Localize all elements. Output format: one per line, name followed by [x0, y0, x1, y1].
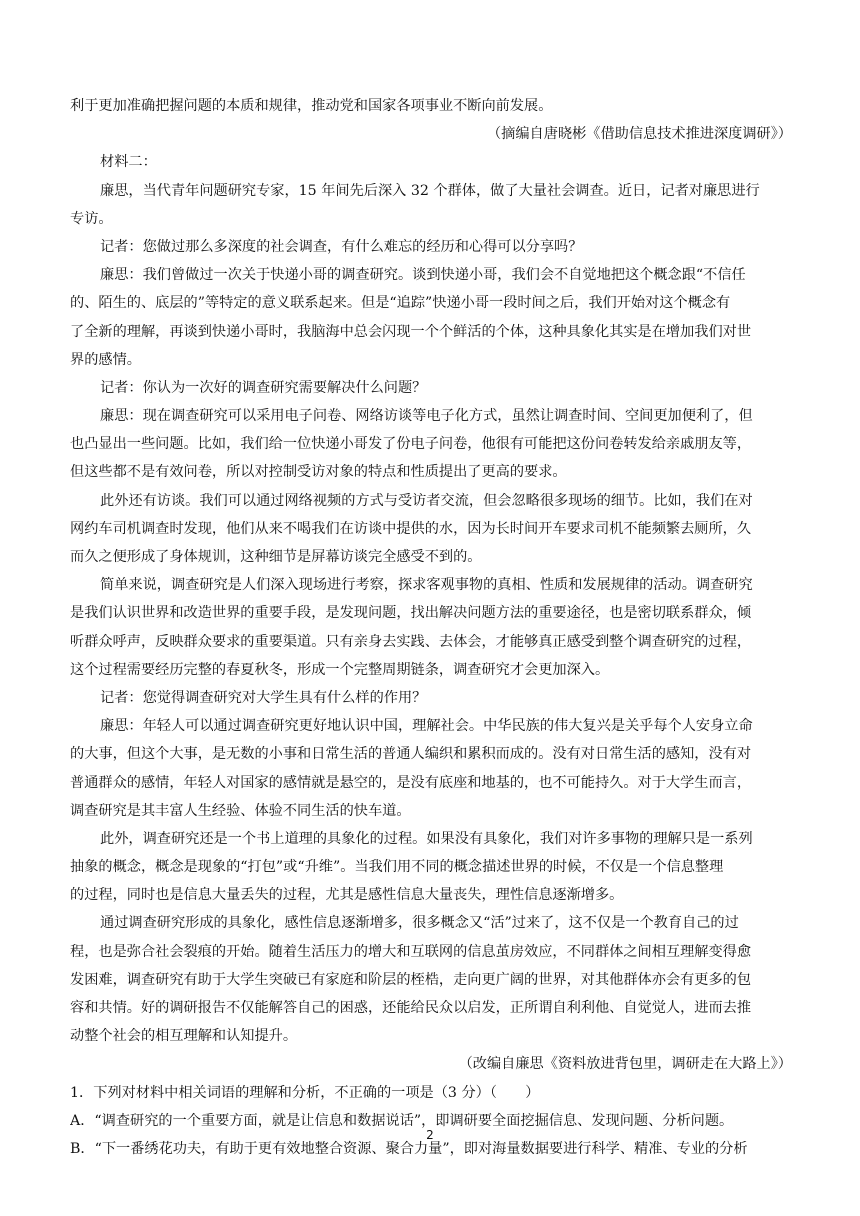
text-line: 抽象的概念，概念是现象的“打包”或“升维”。当我们用不同的概念描述世界的时候，不仅是一个信息整理 — [70, 859, 724, 876]
text-line: 材料二： — [100, 154, 157, 171]
text-line: 此外，调查研究还是一个书上道理的具象化的过程。如果没有具象化，我们对许多事物的理解只是一系列 — [100, 830, 753, 847]
text-line: 廉思，当代青年问题研究专家，15 年间先后深入 32 个群体，做了大量社会调查。近日，记者对廉思进行 — [100, 182, 760, 199]
text-line: 的、陌生的、底层的”等特定的意义联系起来。但是“追踪”快递小哥一段时间之后，我们开始对这个概念有 — [70, 295, 731, 312]
page-number: 2 — [426, 1128, 434, 1142]
text-line: 容和共情。好的调研报告不仅能解答自己的困惑，还能给民众以启发，正所谓自利利他、自觉觉人，进而去推 — [70, 1000, 752, 1016]
text-line: 的大事，但这个大事，是无数的小事和日常生活的普通人编织和累积而成的。没有对日常生活的感知，没有对 — [70, 746, 752, 763]
text-line: 利于更加准确把握问题的本质和规律，推动党和国家各项事业不断向前发展。 — [70, 98, 553, 114]
text-line: B．“下一番绣花功夫，有助于更有效地整合资源、聚合力量”，即对海量数据要进行科学、精准、专业的分析 — [70, 1140, 748, 1157]
text-line: 廉思：年轻人可以通过调查研究更好地认识中国，理解社会。中华民族的伟大复兴是关乎每个人安身立命 — [100, 718, 753, 735]
text-line: 听群众呼声，反映群众要求的重要渠道。只有亲身去实践、去体会，才能够真正感受到整个调查研究的过程， — [70, 633, 752, 650]
text-line: 记者：您做过那么多深度的社会调查，有什么难忘的经历和心得可以分享吗？ — [100, 238, 583, 255]
text-line: 的过程，同时也是信息大量丢失的过程，尤其是感性信息大量丧失，理性信息逐渐增多。 — [70, 887, 624, 904]
text-line: 通过调查研究形成的具象化，感性信息逐渐增多，很多概念又“活”过来了，这不仅是一个教育自己的过 — [100, 915, 739, 932]
text-line: 1．下列对材料中相关词语的理解和分析，不正确的一项是（3 分）（ ） — [70, 1084, 540, 1101]
source-citation: （摘编自唐晓彬《借助信息技术推进深度调研》） — [486, 126, 792, 143]
text-line: 调查研究是其丰富人生经验、体验不同生活的快车道。 — [70, 802, 411, 819]
text-line: 这个过程需要经历完整的春夏秋冬，形成一个完整周期链条，调查研究才会更加深入。 — [70, 661, 610, 678]
text-line: 简单来说，调查研究是人们深入现场进行考察，探求客观事物的真相、性质和发展规律的活动。调查研究 — [100, 577, 753, 594]
text-line: 记者：您觉得调查研究对大学生具有什么样的作用？ — [100, 689, 427, 706]
text-line: 程，也是弥合社会裂痕的开始。随着生活压力的增大和互联网的信息茧房效应，不同群体之间相互理解变得愈 — [70, 943, 752, 960]
text-line: 普通群众的感情，年轻人对国家的感情就是悬空的，是没有底座和地基的，也不可能持久。对于大学生而言， — [70, 774, 752, 791]
text-line: 廉思：我们曾做过一次关于快递小哥的调查研究。谈到快递小哥，我们会不自觉地把这个概念跟“不信任 — [100, 267, 746, 284]
text-line: 是我们认识世界和改造世界的重要手段，是发现问题，找出解决问题方法的重要途径，也是密切联系群众，倾 — [70, 605, 752, 622]
text-line: 了全新的理解，再谈到快递小哥时，我脑海中总会闪现一个个鲜活的个体，这种具象化其实是在增加我们对世 — [70, 323, 752, 340]
text-line: 界的感情。 — [70, 351, 141, 368]
text-line: 动整个社会的相互理解和认知提升。 — [70, 1028, 298, 1045]
text-line: 也凸显出一些问题。比如，我们给一位快递小哥发了份电子问卷，他很有可能把这份问卷转发给亲戚朋友等， — [70, 436, 752, 453]
text-line: 网约车司机调查时发现，他们从来不喝我们在访谈中提供的水，因为长时间开车要求司机不能频繁去厕所，久 — [70, 520, 752, 537]
text-line: 但这些都不是有效问卷，所以对控制受访对象的特点和性质提出了更高的要求。 — [70, 464, 567, 481]
text-line: 而久之便形成了身体规训，这种细节是屏幕访谈完全感受不到的。 — [70, 549, 482, 565]
text-line: 廉思：现在调查研究可以采用电子问卷、网络访谈等电子化方式，虽然让调查时间、空间更加便利了，但 — [100, 408, 753, 425]
text-line: 此外还有访谈。我们可以通过网络视频的方式与受访者交流，但会忽略很多现场的细节。比如，我们在对 — [100, 492, 753, 509]
source-citation: （改编自廉思《资料放进背包里，调研走在大路上》） — [458, 1056, 792, 1073]
text-line: 发困难，调查研究有助于大学生突破已有家庭和阶层的桎梏，走向更广阔的世界，对其他群体亦会有更多的包 — [70, 971, 752, 988]
document-body — [70, 92, 792, 1163]
text-line: 记者：你认为一次好的调查研究需要解决什么问题？ — [100, 379, 427, 396]
text-line: A．“调查研究的一个重要方面，就是让信息和数据说话”，即调研要全面挖掘信息、发现问题、分析问题。 — [70, 1112, 734, 1129]
text-line: 专访。 — [70, 210, 113, 227]
